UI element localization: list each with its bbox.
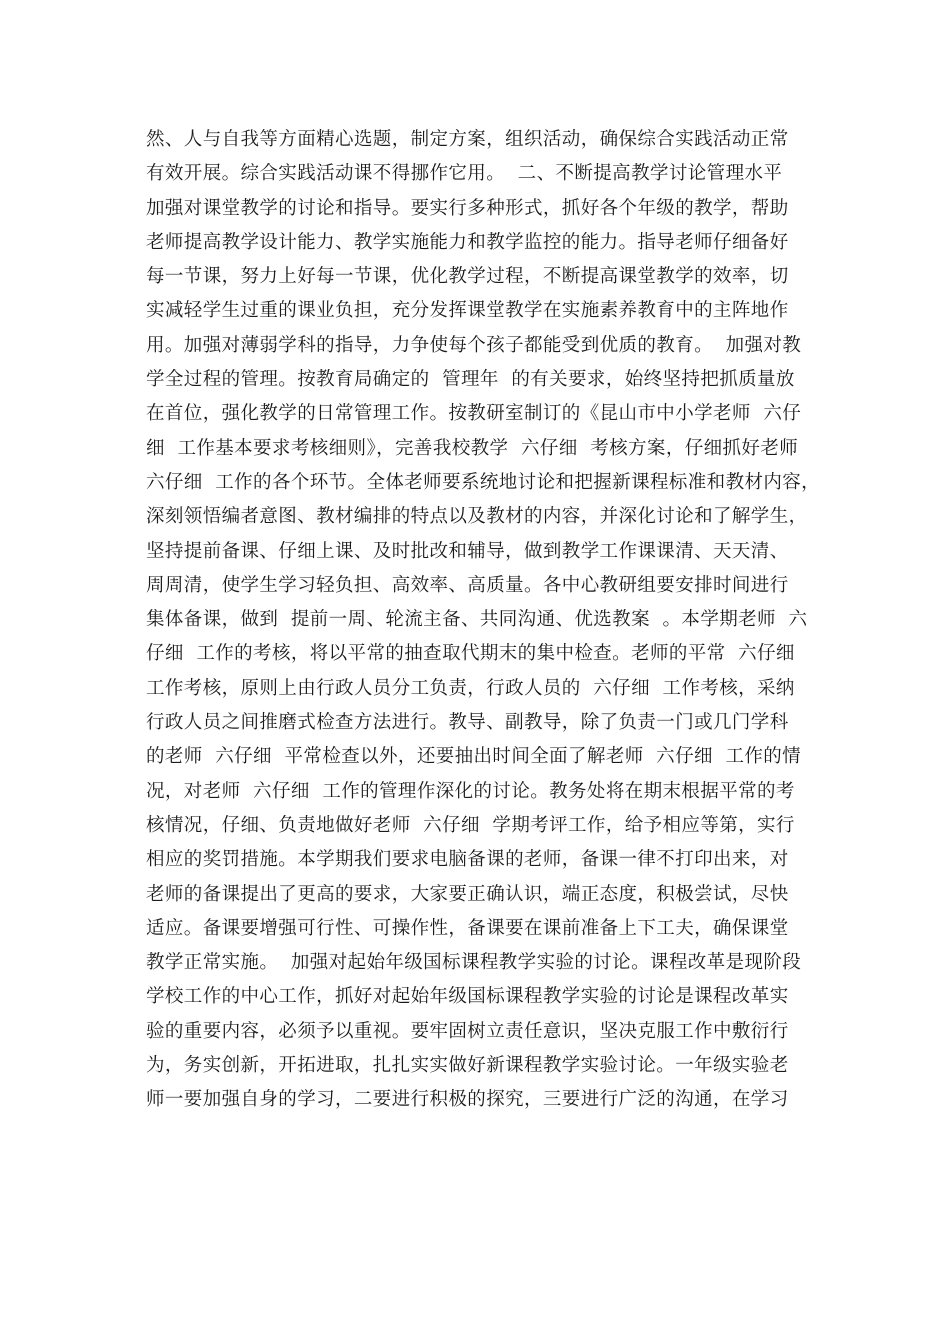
text-line: 在首位，强化教学的日常管理工作。按教研室制订的《昆山市中小学老师 六仔 — [146, 403, 802, 425]
text-line: 验的重要内容，必须予以重视。要牢固树立责任意识，坚决克服工作中敷衍行 — [146, 1020, 789, 1042]
text-line: 教学正常实施。 加强对起始年级国标课程教学实验的讨论。课程改革是现阶段 — [146, 952, 802, 974]
text-line: 况，对老师 六仔细 工作的管理作深化的讨论。教务处将在期末根据平常的考 — [146, 780, 795, 802]
text-line: 坚持提前备课、仔细上课、及时批改和辅导，做到教学工作课课清、天天清、 — [146, 540, 789, 562]
body-text — [146, 123, 826, 1118]
text-line: 适应。备课要增强可行性、可操作性，备课要在课前准备上下工夫，确保课堂 — [146, 917, 789, 939]
text-line: 核情况，仔细、负责地做好老师 六仔细 学期考评工作，给予相应等第，实行 — [146, 814, 795, 836]
text-line: 师一要加强自身的学习，二要进行积极的探究，三要进行广泛的沟通，在学习 — [146, 1089, 789, 1111]
text-line: 的老师 六仔细 平常检查以外，还要抽出时间全面了解老师 六仔细 工作的情 — [146, 746, 802, 768]
text-line: 深刻领悟编者意图、教材编排的特点以及教材的内容，并深化讨论和了解学生， — [146, 506, 808, 528]
text-line: 加强对课堂教学的讨论和指导。要实行多种形式，抓好各个年级的教学，帮助 — [146, 197, 789, 219]
text-line: 然、人与自我等方面精心选题，制定方案，组织活动，确保综合实践活动正常 — [146, 129, 789, 150]
text-line: 六仔细 工作的各个环节。全体老师要系统地讨论和把握新课程标准和教材内容， — [146, 471, 821, 493]
text-line: 每一节课，努力上好每一节课，优化教学过程，不断提高课堂教学的效率，切 — [146, 266, 789, 288]
text-line: 集体备课，做到 提前一周、轮流主备、共同沟通、优选教案 。本学期老师 六 — [146, 609, 808, 631]
text-line: 用。加强对薄弱学科的指导，力争使每个孩子都能受到优质的教育。 加强对教 — [146, 334, 802, 356]
text-line: 老师提高教学设计能力、教学实施能力和教学监控的能力。指导老师仔细备好 — [146, 231, 789, 253]
text-line: 为，务实创新，开拓进取，扎扎实实做好新课程教学实验讨论。一年级实验老 — [146, 1055, 789, 1077]
text-line: 行政人员之间推磨式检查方法进行。教导、副教导，除了负责一门或几门学科 — [146, 712, 789, 734]
text-line: 实减轻学生过重的课业负担，充分发挥课堂教学在实施素养教育中的主阵地作 — [146, 300, 789, 322]
text-line: 相应的奖罚措施。本学期我们要求电脑备课的老师，备课一律不打印出来，对 — [146, 849, 789, 871]
text-line: 细 工作基本要求考核细则》，完善我校教学 六仔细 考核方案，仔细抓好老师 — [146, 437, 799, 459]
text-line: 仔细 工作的考核，将以平常的抽查取代期末的集中检查。老师的平常 六仔细 — [146, 643, 795, 665]
text-line: 工作考核，原则上由行政人员分工负责，行政人员的 六仔细 工作考核，采纳 — [146, 677, 795, 699]
text-line: 老师的备课提出了更高的要求，大家要正确认识，端正态度，积极尝试，尽快 — [146, 883, 789, 905]
text-line: 周周清，使学生学习轻负担、高效率、高质量。各中心教研组要安排时间进行 — [146, 574, 789, 596]
text-line: 学全过程的管理。按教育局确定的 管理年 的有关要求，始终坚持把抓质量放 — [146, 369, 795, 391]
text-line: 有效开展。综合实践活动课不得挪作它用。 二、不断提高教学讨论管理水平 — [146, 163, 783, 185]
text-line: 学校工作的中心工作，抓好对起始年级国标课程教学实验的讨论是课程改革实 — [146, 986, 789, 1008]
